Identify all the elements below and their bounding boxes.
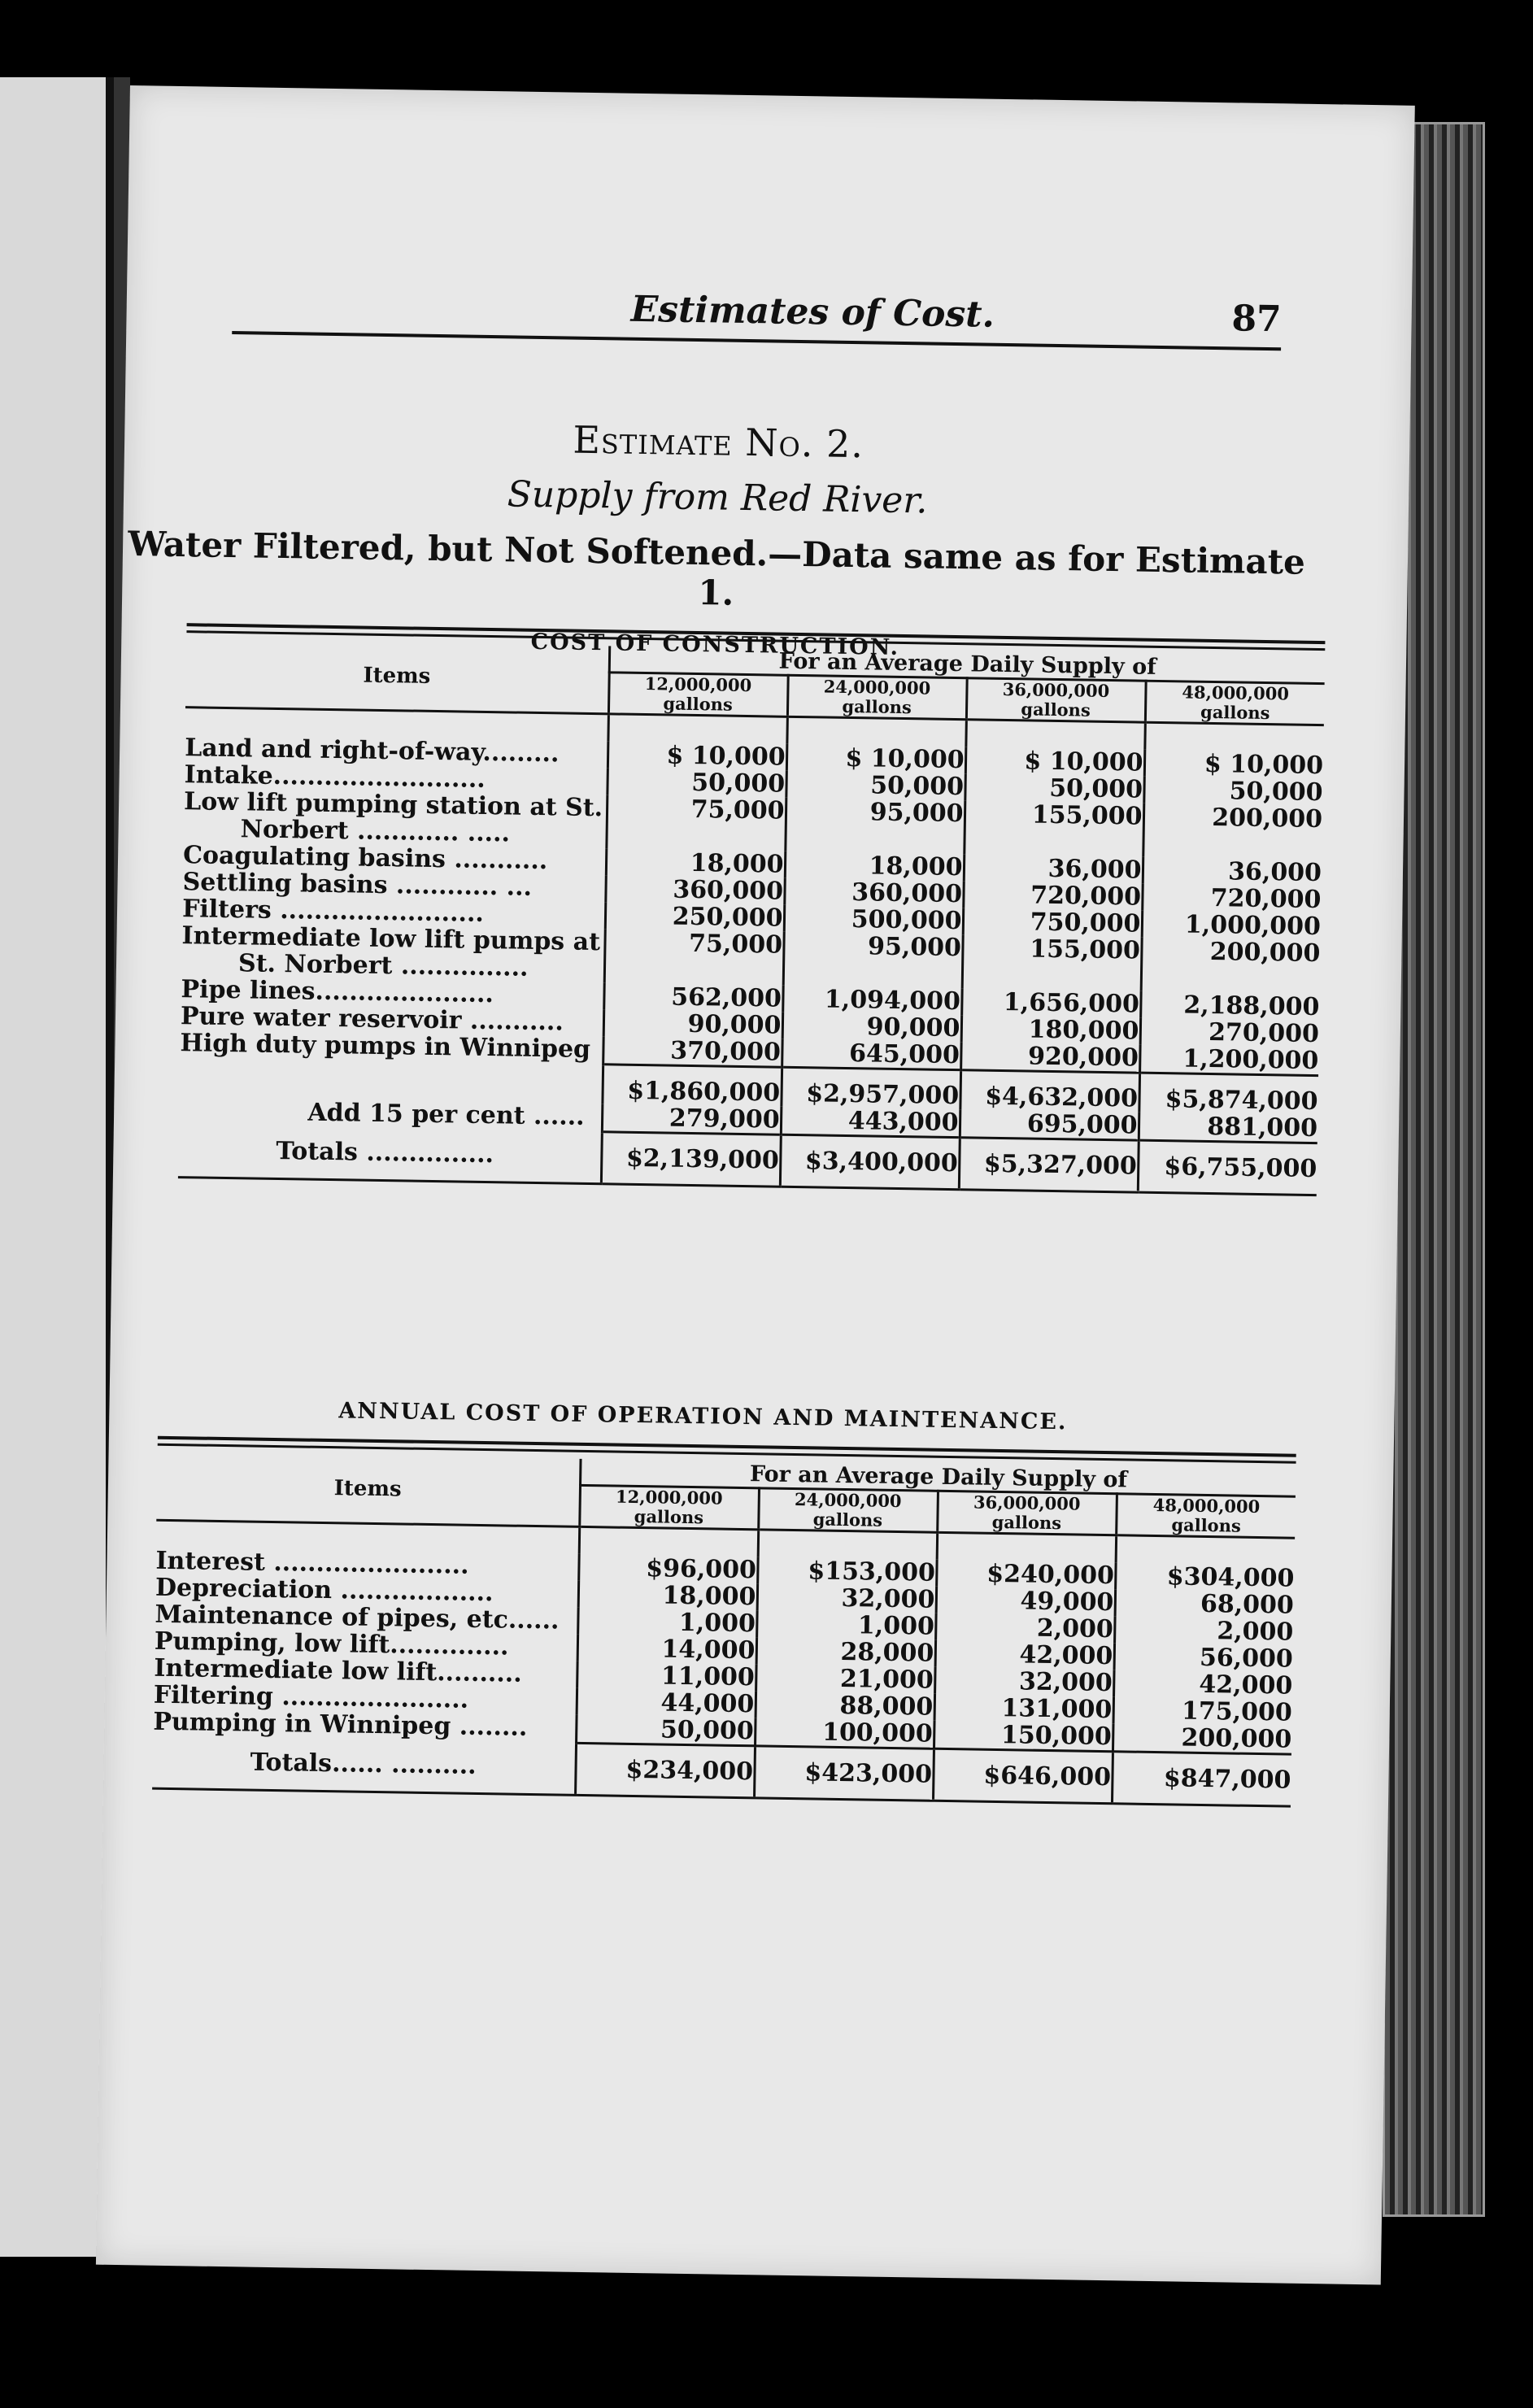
- value-cell: 200,000: [1143, 803, 1322, 859]
- value-cell: 270,000: [1140, 1017, 1319, 1047]
- value-cell: 645,000: [782, 1039, 961, 1069]
- totals-cell: $847,000: [1112, 1751, 1291, 1805]
- value-cell: 50,000: [786, 770, 965, 799]
- value-cell: 49,000: [936, 1586, 1115, 1615]
- value-cell: 360,000: [784, 877, 963, 907]
- value-cell: 2,000: [1114, 1616, 1293, 1645]
- value-cell: 1,200,000: [1139, 1044, 1319, 1075]
- value-cell: $ 10,000: [608, 741, 786, 770]
- value-cell: 95,000: [783, 931, 963, 987]
- value-cell: 180,000: [961, 1015, 1140, 1044]
- subtotal-cell: $2,957,000: [781, 1067, 960, 1109]
- value-cell: $ 10,000: [965, 747, 1144, 776]
- value-cell: 200,000: [1113, 1723, 1292, 1754]
- page-number: 87: [1231, 298, 1283, 341]
- facing-page-edge: [0, 77, 114, 2257]
- value-cell: 562,000: [603, 982, 782, 1012]
- value-cell: $ 10,000: [786, 743, 965, 773]
- subtotal-cell: $4,632,000: [960, 1069, 1139, 1112]
- construction-body: [178, 708, 1324, 1195]
- value-cell: 250,000: [605, 902, 784, 931]
- running-title: Estimates of Cost.: [630, 288, 995, 336]
- add-percent-cell: 443,000: [781, 1106, 960, 1137]
- value-cell: 32,000: [757, 1583, 936, 1613]
- value-cell: 155,000: [964, 800, 1143, 856]
- value-cell: 36,000: [964, 854, 1143, 883]
- value-cell: 28,000: [756, 1637, 935, 1666]
- gallons-header: 12,000,000 gallons: [608, 673, 788, 716]
- value-cell: 1,000,000: [1142, 910, 1321, 939]
- value-cell: 18,000: [606, 848, 785, 877]
- operation-body: [152, 1520, 1295, 1805]
- spacer-cell: [1116, 1535, 1295, 1565]
- value-cell: 90,000: [782, 1012, 961, 1041]
- value-cell: 95,000: [785, 797, 965, 853]
- item-label: Pure water reservoir ...........: [180, 1001, 564, 1037]
- value-cell: 200,000: [1141, 937, 1321, 993]
- totals-cell: $5,327,000: [959, 1137, 1139, 1191]
- value-cell: 18,000: [785, 851, 964, 880]
- spacer-cell: [937, 1532, 1116, 1561]
- value-cell: $ 10,000: [1144, 749, 1323, 778]
- add-percent-label: Add 15 per cent ......: [307, 1098, 585, 1131]
- value-cell: 150,000: [934, 1720, 1113, 1751]
- value-cell: 11,000: [577, 1661, 756, 1690]
- totals-cell: $234,000: [575, 1743, 755, 1797]
- totals-label: Totals ...............: [178, 1125, 602, 1183]
- subtotal-label: [179, 1057, 603, 1104]
- value-cell: 18,000: [578, 1580, 757, 1609]
- book-page: [96, 85, 1415, 2284]
- item-label: Pumping in Winnipeg ........: [153, 1707, 528, 1742]
- value-cell: 88,000: [756, 1691, 934, 1720]
- totals-cell: $646,000: [933, 1748, 1113, 1803]
- spacer-cell: [965, 720, 1144, 749]
- value-cell: 370,000: [603, 1036, 782, 1067]
- construction-section-title: COST OF CONSTRUCTION.: [530, 629, 900, 660]
- value-cell: $304,000: [1115, 1562, 1294, 1592]
- item-label: Land and right-of-way.........: [184, 733, 560, 768]
- totals-cell: $3,400,000: [780, 1134, 960, 1189]
- value-cell: 750,000: [963, 908, 1142, 937]
- value-cell: 1,000: [756, 1610, 935, 1639]
- supply-header: For an Average Daily Supply of: [580, 1459, 1296, 1496]
- subtotal-cell: $5,874,000: [1139, 1073, 1318, 1115]
- gallons-header: 36,000,000 gallons: [937, 1491, 1117, 1535]
- item-label-continued: St. Norbert ...............: [237, 948, 529, 982]
- value-cell: 1,656,000: [961, 988, 1140, 1017]
- gallons-header: 24,000,000 gallons: [787, 675, 967, 719]
- spacer-cell: [758, 1530, 937, 1559]
- item-label: Pumping, low lift..............: [154, 1626, 509, 1661]
- spacer-cell: [608, 714, 786, 743]
- value-cell: 75,000: [604, 929, 784, 985]
- items-header: Items: [185, 639, 609, 714]
- running-head: [126, 272, 1282, 355]
- item-label: Intake.........................: [184, 760, 486, 794]
- value-cell: $96,000: [578, 1553, 757, 1583]
- value-cell: 50,000: [607, 768, 786, 797]
- spacer-cell: [1144, 722, 1323, 751]
- item-label: Interest .......................: [155, 1546, 469, 1580]
- supply-subtitle: Supply from Red River.: [507, 473, 928, 522]
- item-cell: [183, 788, 607, 848]
- value-cell: 500,000: [784, 904, 963, 934]
- gallons-header: 24,000,000 gallons: [758, 1488, 938, 1532]
- value-cell: 2,188,000: [1140, 991, 1319, 1020]
- items-header: Items: [156, 1452, 580, 1527]
- value-cell: 44,000: [577, 1687, 756, 1717]
- value-cell: 360,000: [605, 875, 784, 904]
- value-cell: 32,000: [934, 1666, 1113, 1696]
- header-rule: [232, 331, 1281, 351]
- value-cell: 1,000: [577, 1607, 756, 1636]
- totals-cell: $6,755,000: [1138, 1140, 1317, 1195]
- value-cell: 50,000: [576, 1714, 756, 1745]
- value-cell: $240,000: [936, 1559, 1115, 1588]
- value-cell: 90,000: [603, 1009, 782, 1039]
- value-cell: 14,000: [577, 1634, 756, 1663]
- subtotal-cell: $1,860,000: [602, 1064, 782, 1106]
- value-cell: 50,000: [1143, 776, 1322, 805]
- construction-table: [178, 639, 1325, 1195]
- item-label: Settling basins ............ ...: [182, 867, 533, 902]
- value-cell: 155,000: [962, 934, 1142, 991]
- value-cell: 920,000: [960, 1042, 1140, 1073]
- item-label: Low lift pumping station at St.: [183, 786, 603, 822]
- item-label-continued: Norbert ............ .....: [240, 814, 511, 847]
- estimate-title: Estimate No. 2.: [573, 417, 864, 467]
- value-cell: 720,000: [1142, 883, 1321, 912]
- operation-table: [152, 1452, 1296, 1807]
- spacer-cell: [579, 1526, 758, 1556]
- value-cell: 100,000: [755, 1718, 934, 1748]
- totals-cell: $423,000: [754, 1745, 934, 1800]
- item-cell: [181, 922, 605, 982]
- item-label: Filtering ......................: [153, 1680, 469, 1714]
- value-cell: 42,000: [1113, 1670, 1292, 1699]
- item-label: Filters ........................: [181, 894, 485, 928]
- totals-cell: $2,139,000: [601, 1131, 781, 1186]
- value-cell: 2,000: [935, 1613, 1114, 1642]
- operation-section-title: ANNUAL COST OF OPERATION AND MAINTENANCE.: [338, 1398, 1068, 1435]
- add-percent-cell: 279,000: [602, 1104, 782, 1134]
- item-label: High duty pumps in Winnipeg: [180, 1028, 591, 1064]
- value-cell: $153,000: [757, 1557, 936, 1586]
- value-cell: 75,000: [606, 795, 786, 851]
- item-label: Intermediate low lift..........: [154, 1653, 522, 1688]
- value-cell: 1,094,000: [782, 985, 961, 1014]
- value-cell: 131,000: [934, 1693, 1113, 1722]
- add-percent-cell: 695,000: [960, 1109, 1139, 1140]
- value-cell: 50,000: [965, 773, 1143, 803]
- value-cell: 21,000: [756, 1664, 934, 1693]
- value-cell: 720,000: [963, 881, 1142, 910]
- value-cell: 175,000: [1113, 1696, 1292, 1726]
- item-label: Depreciation ..................: [155, 1573, 494, 1607]
- gallons-header: 48,000,000 gallons: [1116, 1494, 1296, 1538]
- value-cell: 42,000: [935, 1639, 1114, 1669]
- gallons-header: 48,000,000 gallons: [1145, 681, 1325, 725]
- gallons-header: 36,000,000 gallons: [966, 678, 1146, 722]
- add-percent-cell: 881,000: [1139, 1112, 1318, 1143]
- spacer-cell: [786, 716, 965, 746]
- item-label: Pipe lines.....................: [181, 974, 494, 1008]
- item-label: Maintenance of pipes, etc......: [155, 1600, 560, 1635]
- item-label: Intermediate low lift pumps at: [181, 921, 601, 956]
- item-label: Coagulating basins ...........: [182, 840, 548, 875]
- value-cell: 68,000: [1115, 1589, 1294, 1618]
- totals-label: Totals...... ..........: [152, 1736, 576, 1795]
- value-cell: 36,000: [1143, 856, 1322, 886]
- supply-header: For an Average Daily Supply of: [609, 646, 1325, 683]
- water-description: Water Filtered, but Not Softened.—Data same as for Estimate 1.: [127, 524, 1306, 613]
- value-cell: 56,000: [1114, 1643, 1293, 1672]
- gallons-header: 12,000,000 gallons: [579, 1485, 759, 1529]
